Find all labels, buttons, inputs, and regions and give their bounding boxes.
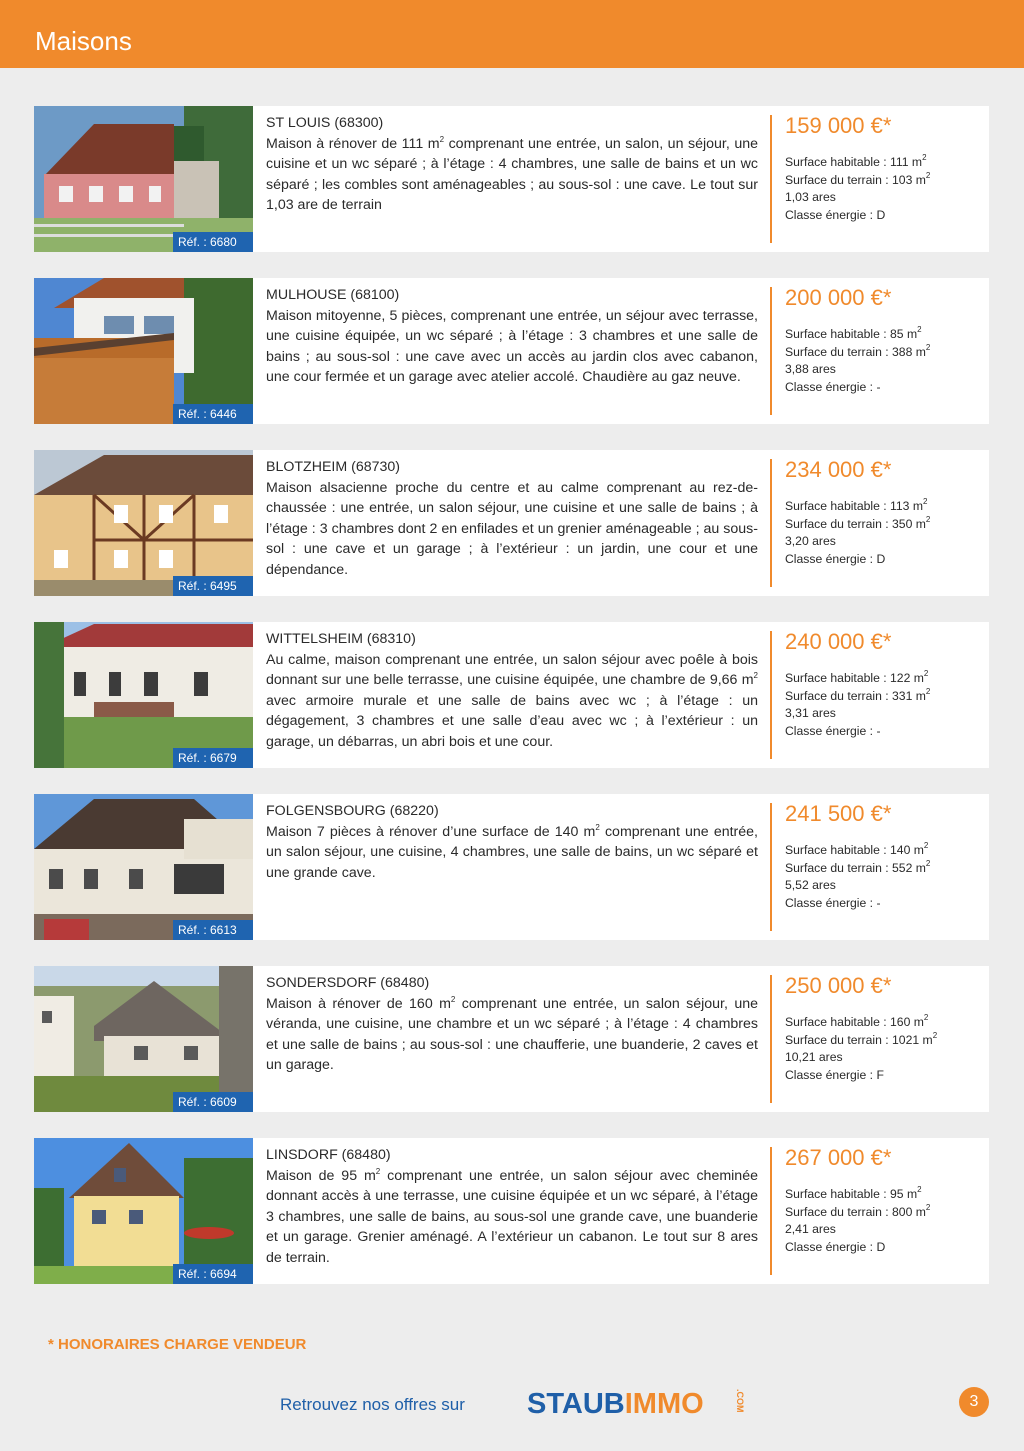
listing-card[interactable] [34,622,989,768]
house-photo-image [34,1138,253,1284]
listing-price: 234 000 €* [785,457,892,482]
house-photo[interactable] [34,794,253,940]
listing-price: 267 000 €* [785,1145,892,1170]
house-photo-image [34,278,253,424]
orange-divider [770,287,772,415]
house-photo[interactable] [34,1138,253,1284]
reference-badge: Réf. : 6679 [173,748,253,768]
listing-price: 250 000 €* [785,973,892,998]
description-text: Maison 7 pièces à rénover d’une surface de 140 m [266,823,596,840]
listing-price: 240 000 €* [785,629,892,654]
listing-facts [785,842,930,912]
listing-price: 241 500 €* [785,801,892,826]
orange-divider [770,803,772,931]
description-text: Maison de 95 m [266,1167,376,1184]
land-area: Surface du terrain : 1021 $m^2$ [785,1030,938,1047]
house-photo[interactable] [34,106,253,252]
energy-class: Classe énergie : F [785,1067,884,1082]
reference-badge: Réf. : 6613 [173,920,253,940]
superscript-two: 2 [439,134,445,144]
land-area: Surface du terrain : 350 $m^2$ [785,514,931,531]
house-photo[interactable] [34,622,253,768]
living-area: Surface habitable : 95 $m^2$ [785,1185,922,1201]
listing-card[interactable] [34,278,989,424]
logo-immo: IMMO [624,1388,704,1420]
energy-class: Classe énergie : - [785,723,881,738]
listing-town: LINSDORF (68480) [266,1147,391,1163]
superscript-two: 2 [450,994,456,1004]
land-ares: 1,03 ares [785,190,836,205]
listing-town: ST LOUIS (68300) [266,115,384,131]
listing-facts [785,498,930,568]
house-photo-image [34,794,253,940]
listing-card[interactable] [34,450,989,596]
orange-divider [770,1147,772,1275]
house-photo-image [34,450,253,596]
listing-price: 159 000 €* [785,113,892,138]
land-ares: 3,31 ares [785,706,836,721]
listing-description [266,113,758,216]
listing-description [266,973,758,1076]
description-text: Maison à rénover de 160 m [266,995,451,1012]
description-text: Maison alsacienne proche du centre et au calme comprenant au rez-de-chaussée : une entrée, un salon séjour, une cuisine et une salle de bains ; à l’étage : 3 chambres dont 2 en enfilades et un grenier aménageable ; au sous-sol : une cave et un garage ; à l’extérieur : un jardin, une cour et une dépendance. [266,479,758,578]
land-area: Surface du terrain : 331 $m^2$ [785,686,931,703]
description-text: Maison mitoyenne, 5 pièces, comprenant une entrée, un séjour avec terrasse, une cuisine équipée, un wc séparé ; à l’étage : 3 chambres et une salle de bains ; au sous-sol : une cave avec un accès au jardin clos avec cabanon, une cour fermée et un garage avec atelier accolé. Chaudière au gaz neuve. [266,307,758,386]
reference-badge: Réf. : 6609 [173,1092,253,1112]
reference-badge: Réf. : 6446 [173,404,253,424]
house-photo[interactable] [34,966,253,1112]
land-ares: 2,41 ares [785,1222,836,1237]
listing-card[interactable] [34,966,989,1112]
offers-link-text: Retrouvez nos offres sur [280,1395,465,1414]
listing-description [266,285,758,388]
superscript-two: 2 [375,1166,381,1176]
land-ares: 10,21 ares [785,1050,843,1065]
listing-facts [785,670,930,740]
listing-card[interactable] [34,106,989,252]
land-ares: 3,88 ares [785,362,836,377]
listing-town: FOLGENSBOURG (68220) [266,803,439,819]
orange-divider [770,975,772,1103]
orange-divider [770,631,772,759]
living-area: Surface habitable : 160 $m^2$ [785,1013,929,1029]
land-area: Surface du terrain : 800 $m^2$ [785,1202,931,1219]
page-number: 3 [959,1387,989,1417]
listing-description [266,457,758,581]
orange-divider [770,115,772,243]
description-text-cont: comprenant une entrée, un salon séjour, une véranda, une cuisine, une chambre et un wc séparé ; à l’étage : 4 chambres et une salle de bains ; au sous-sol : une chaufferie, une buanderie, 2 caves et un garage. [266,995,758,1074]
reference-badge: Réf. : 6694 [173,1264,253,1284]
energy-class: Classe énergie : D [785,551,886,566]
listing-facts [785,1014,937,1084]
superscript-two: 2 [753,671,758,681]
living-area: Surface habitable : 113 $m^2$ [785,497,928,513]
fees-footnote: * HONORAIRES CHARGE VENDEUR [48,1336,307,1353]
description-text-cont: comprenant une entrée, un salon séjour, une cuisine, 4 chambres, une salle de bains, un wc séparé et une grande cave. [266,823,758,881]
listing-price: 200 000 €* [785,285,892,310]
land-area: Surface du terrain : 552 $m^2$ [785,858,931,875]
house-photo-image [34,106,253,252]
page-header [0,0,1024,68]
living-area: Surface habitable : 122 $m^2$ [785,669,929,685]
description-text: Maison à rénover de 111 m [266,135,440,152]
energy-class: Classe énergie : D [785,1239,886,1254]
reference-badge: Réf. : 6680 [173,232,253,252]
energy-class: Classe énergie : - [785,379,881,394]
house-photo[interactable] [34,278,253,424]
logo-staub: STAUB [527,1388,625,1420]
listing-facts [785,154,930,224]
land-ares: 5,52 ares [785,878,836,893]
listing-card[interactable] [34,1138,989,1284]
listing-description [266,801,758,883]
energy-class: Classe énergie : D [785,207,886,222]
land-ares: 3,20 ares [785,534,836,549]
living-area: Surface habitable : 111 $m^2$ [785,153,927,169]
listing-facts [785,1186,930,1256]
listing-town: SONDERSDORF (68480) [266,975,430,991]
house-photo-image [34,622,253,768]
description-text-cont: comprenant une entrée, un salon séjour avec cheminée donnant accès à une terrasse, une cuisine équipée et un wc séparé, à l’étage 3 chambres, une salle de bains, au sous-sol une grande cave, une buanderie et un garage. Grenier aménagé. A l’extérieur un cabanon. Le tout sur 8 ares de terrain. [266,1167,758,1266]
logo-com: .COM [735,1389,745,1413]
house-photo[interactable] [34,450,253,596]
listing-town: BLOTZHEIM (68730) [266,459,401,475]
staubimmo-logo[interactable] [527,1387,745,1421]
listing-facts [785,326,930,396]
energy-class: Classe énergie : - [785,895,881,910]
listing-town: MULHOUSE (68100) [266,287,400,303]
orange-divider [770,459,772,587]
listing-description [266,629,758,753]
listing-description [266,1145,758,1269]
listing-card[interactable] [34,794,989,940]
living-area: Surface habitable : 140 $m^2$ [785,841,929,857]
living-area: Surface habitable : 85 $m^2$ [785,325,922,341]
section-title: Maisons [35,26,132,56]
house-photo-image [34,966,253,1112]
reference-badge: Réf. : 6495 [173,576,253,596]
superscript-two: 2 [595,822,600,832]
description-text-cont: avec armoire murale et une salle de bains avec wc ; à l’étage : un dégagement, 3 chambres et une salle d’eau avec wc ; à l’extérieur : un garage, un débarras, un abri bois et une cour. [266,692,758,750]
description-text: Au calme, maison comprenant une entrée, un salon séjour avec poêle à bois donnant sur une belle terrasse, une cuisine équipée, une chambre de 9,66 m [266,651,758,689]
land-area: Surface du terrain : 103 $m^2$ [785,170,931,187]
description-text-cont: comprenant une entrée, un salon, un séjour, une cuisine et un wc séparé ; à l’étage : 4 chambres, une salle de bains et un wc séparé ; les combles sont aménageables ; au sous-sol : une cave. Le tout sur 1,03 are de terrain [266,135,759,214]
listing-town: WITTELSHEIM (68310) [266,631,416,647]
land-area: Surface du terrain : 388 $m^2$ [785,342,931,359]
